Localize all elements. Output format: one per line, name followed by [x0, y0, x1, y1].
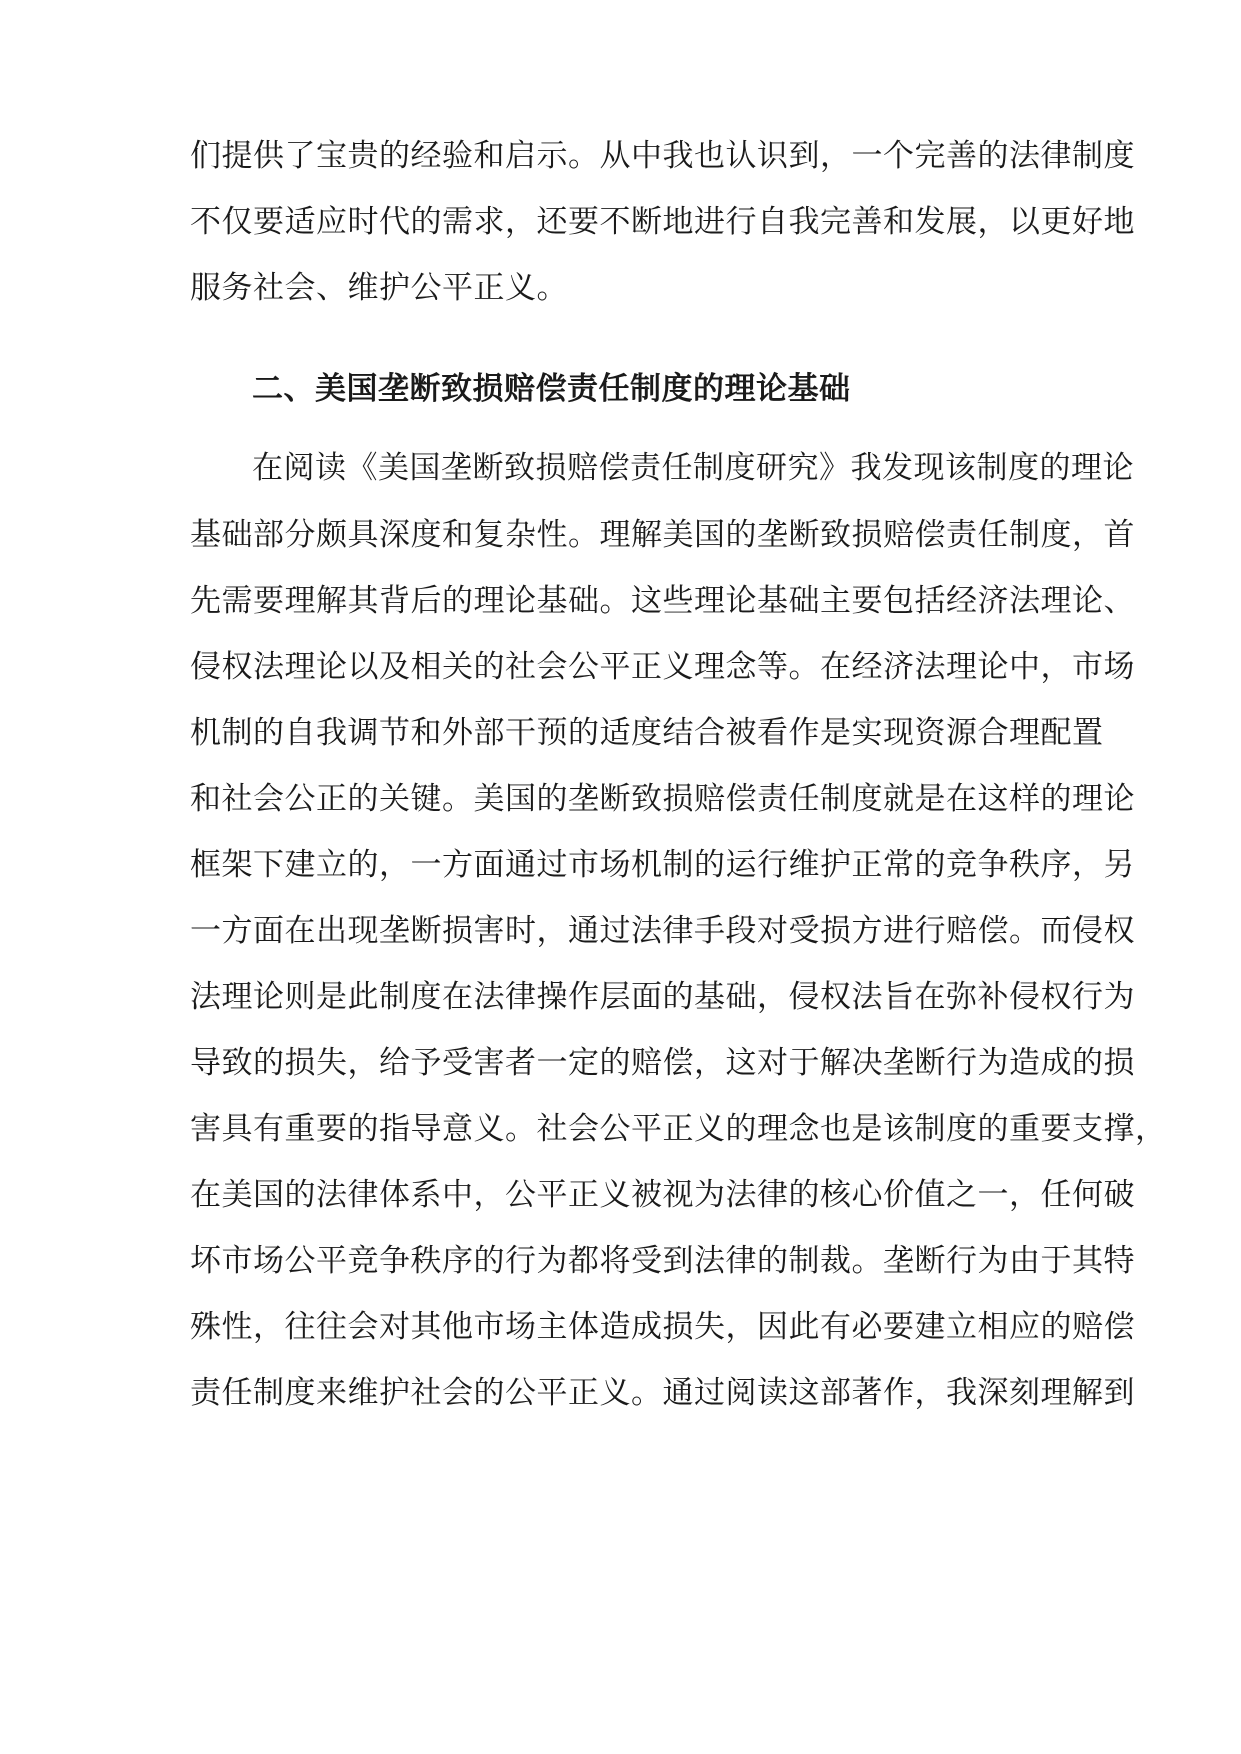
body-line-3: 先需要理解其背后的理论基础。这些理论基础主要包括经济法理论、 — [190, 583, 1135, 619]
body-line-5: 机制的自我调节和外部干预的适度结合被看作是实现资源合理配置 — [190, 715, 1104, 751]
body-line-9: 法理论则是此制度在法律操作层面的基础，侵权法旨在弥补侵权行为 — [190, 979, 1135, 1015]
body-line-7: 框架下建立的，一方面通过市场机制的运行维护正常的竞争秩序，另 — [190, 847, 1135, 883]
body-line-6: 和社会公正的关键。美国的垄断致损赔偿责任制度就是在这样的理论 — [190, 781, 1135, 817]
body-line-4: 侵权法理论以及相关的社会公平正义理念等。在经济法理论中，市场 — [190, 649, 1135, 685]
body-line-11: 害具有重要的指导意义。社会公平正义的理念也是该制度的重要支撑， — [190, 1111, 1167, 1147]
intro-line-3: 服务社会、维护公平正义。 — [190, 270, 568, 306]
body-line-15: 责任制度来维护社会的公平正义。通过阅读这部著作，我深刻理解到 — [190, 1375, 1135, 1411]
body-line-1: 在阅读《美国垄断致损赔偿责任制度研究》我发现该制度的理论 — [252, 450, 1134, 486]
body-line-10: 导致的损失，给予受害者一定的赔偿，这对于解决垄断行为造成的损 — [190, 1045, 1135, 1081]
body-line-12: 在美国的法律体系中，公平正义被视为法律的核心价值之一，任何破 — [190, 1177, 1135, 1213]
section-heading: 二、美国垄断致损赔偿责任制度的理论基础 — [252, 371, 851, 407]
body-line-2: 基础部分颇具深度和复杂性。理解美国的垄断致损赔偿责任制度，首 — [190, 517, 1135, 553]
body-line-8: 一方面在出现垄断损害时，通过法律手段对受损方进行赔偿。而侵权 — [190, 913, 1135, 949]
intro-line-2: 不仅要适应时代的需求，还要不断地进行自我完善和发展，以更好地 — [190, 204, 1135, 240]
body-line-14: 殊性，往往会对其他市场主体造成损失，因此有必要建立相应的赔偿 — [190, 1309, 1135, 1345]
body-line-13: 坏市场公平竞争秩序的行为都将受到法律的制裁。垄断行为由于其特 — [190, 1243, 1135, 1279]
intro-line-1: 们提供了宝贵的经验和启示。从中我也认识到，一个完善的法律制度 — [190, 138, 1135, 174]
